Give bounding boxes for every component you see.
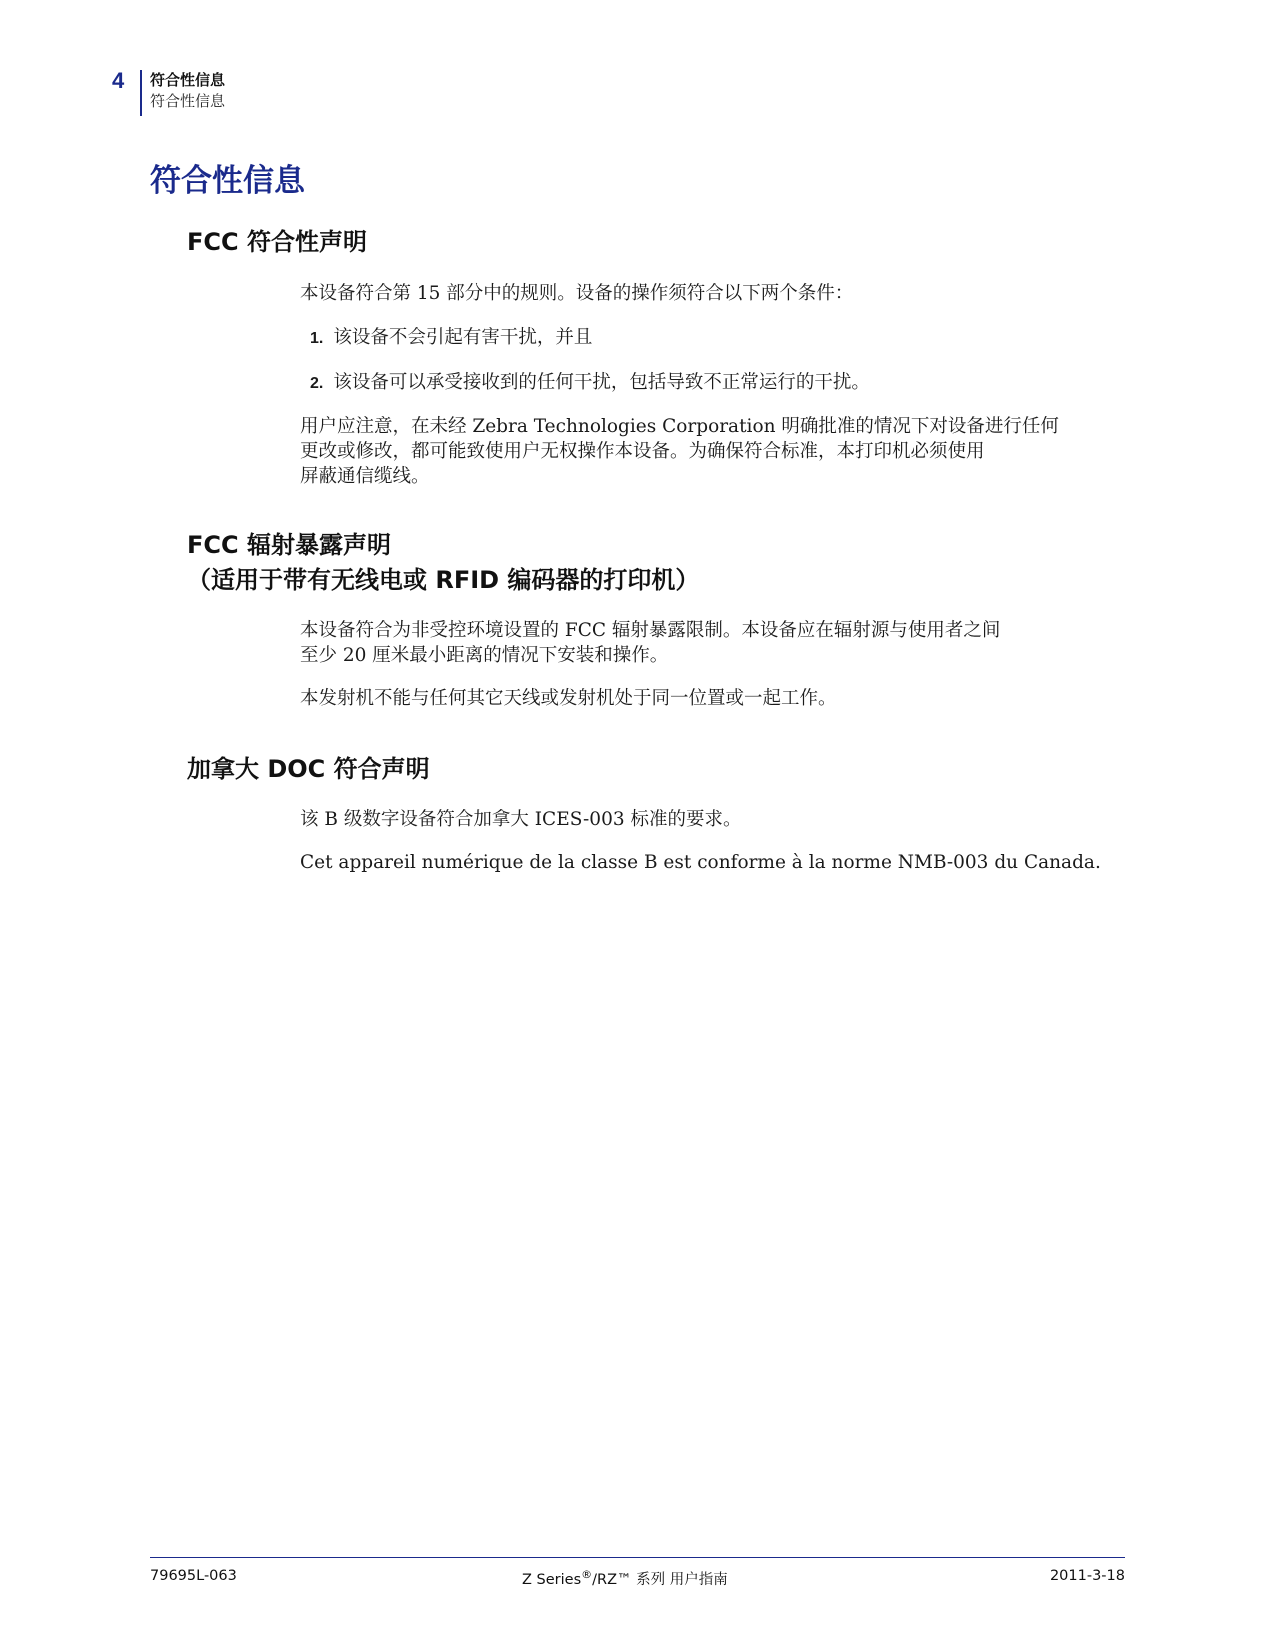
note-line: 用户应注意，在未经 Zebra Technologies Corporation 明确批准的情况下对设备进行任何 — [300, 416, 1059, 437]
footer-date: 2011-3-18 — [1049, 1568, 1125, 1584]
list-item — [310, 325, 592, 351]
footer-doc-number: 79695L-063 — [150, 1568, 237, 1584]
para-line: 本设备符合为非受控环境设置的 FCC 辐射暴露限制。本设备应在辐射源与使用者之间 — [300, 620, 1001, 641]
page-title: 符合性信息 — [150, 163, 305, 199]
header-divider — [140, 70, 142, 116]
fcc-radiation-para2: 本发射机不能与任何其它天线或发射机处于同一位置或一起工作。 — [300, 688, 837, 709]
note-line: 屏蔽通信缆线。 — [300, 466, 430, 487]
header-text — [150, 70, 225, 112]
list-item-number: 2. — [310, 375, 324, 392]
registered-mark: ® — [581, 1568, 593, 1582]
header-section: 符合性信息 — [150, 71, 226, 89]
fcc-compliance-heading: FCC 符合性声明 — [187, 228, 367, 256]
fcc-radiation-para1 — [300, 618, 1120, 668]
fcc-radiation-heading-line2: （适用于带有无线电或 RFID 编码器的打印机） — [187, 566, 700, 594]
header-subsection: 符合性信息 — [150, 92, 226, 110]
canada-doc-para2: Cet appareil numérique de la classe B est conforme à la norme NMB-003 du Canada. — [300, 852, 1101, 873]
fcc-compliance-note — [300, 414, 1120, 489]
canada-doc-heading: 加拿大 DOC 符合声明 — [187, 755, 430, 783]
list-item-text: 该设备可以承受接收到的任何干扰，包括导致不正常运行的干扰。 — [333, 372, 870, 393]
list-item — [310, 370, 870, 396]
footer-product-guide: /RZ™ 系列 用户指南 — [592, 1572, 728, 1588]
footer-divider — [150, 1557, 1125, 1558]
list-item-number: 1. — [310, 330, 324, 347]
list-item-text: 该设备不会引起有害干扰，并且 — [333, 327, 593, 348]
fcc-radiation-heading — [187, 528, 699, 598]
para-line: 至少 20 厘米最小距离的情况下安装和操作。 — [300, 645, 669, 666]
canada-doc-para1: 该 B 级数字设备符合加拿大 ICES-003 标准的要求。 — [300, 809, 742, 830]
fcc-radiation-heading-line1: FCC 辐射暴露声明 — [187, 531, 391, 559]
fcc-compliance-intro: 本设备符合第 15 部分中的规则。设备的操作须符合以下两个条件： — [300, 283, 854, 304]
footer-product-title — [522, 1568, 728, 1589]
page-number: 4 — [112, 68, 125, 93]
footer-product-name: Z Series — [522, 1572, 582, 1588]
note-line: 更改或修改，都可能致使用户无权操作本设备。为确保符合标准，本打印机必须使用 — [300, 441, 985, 462]
